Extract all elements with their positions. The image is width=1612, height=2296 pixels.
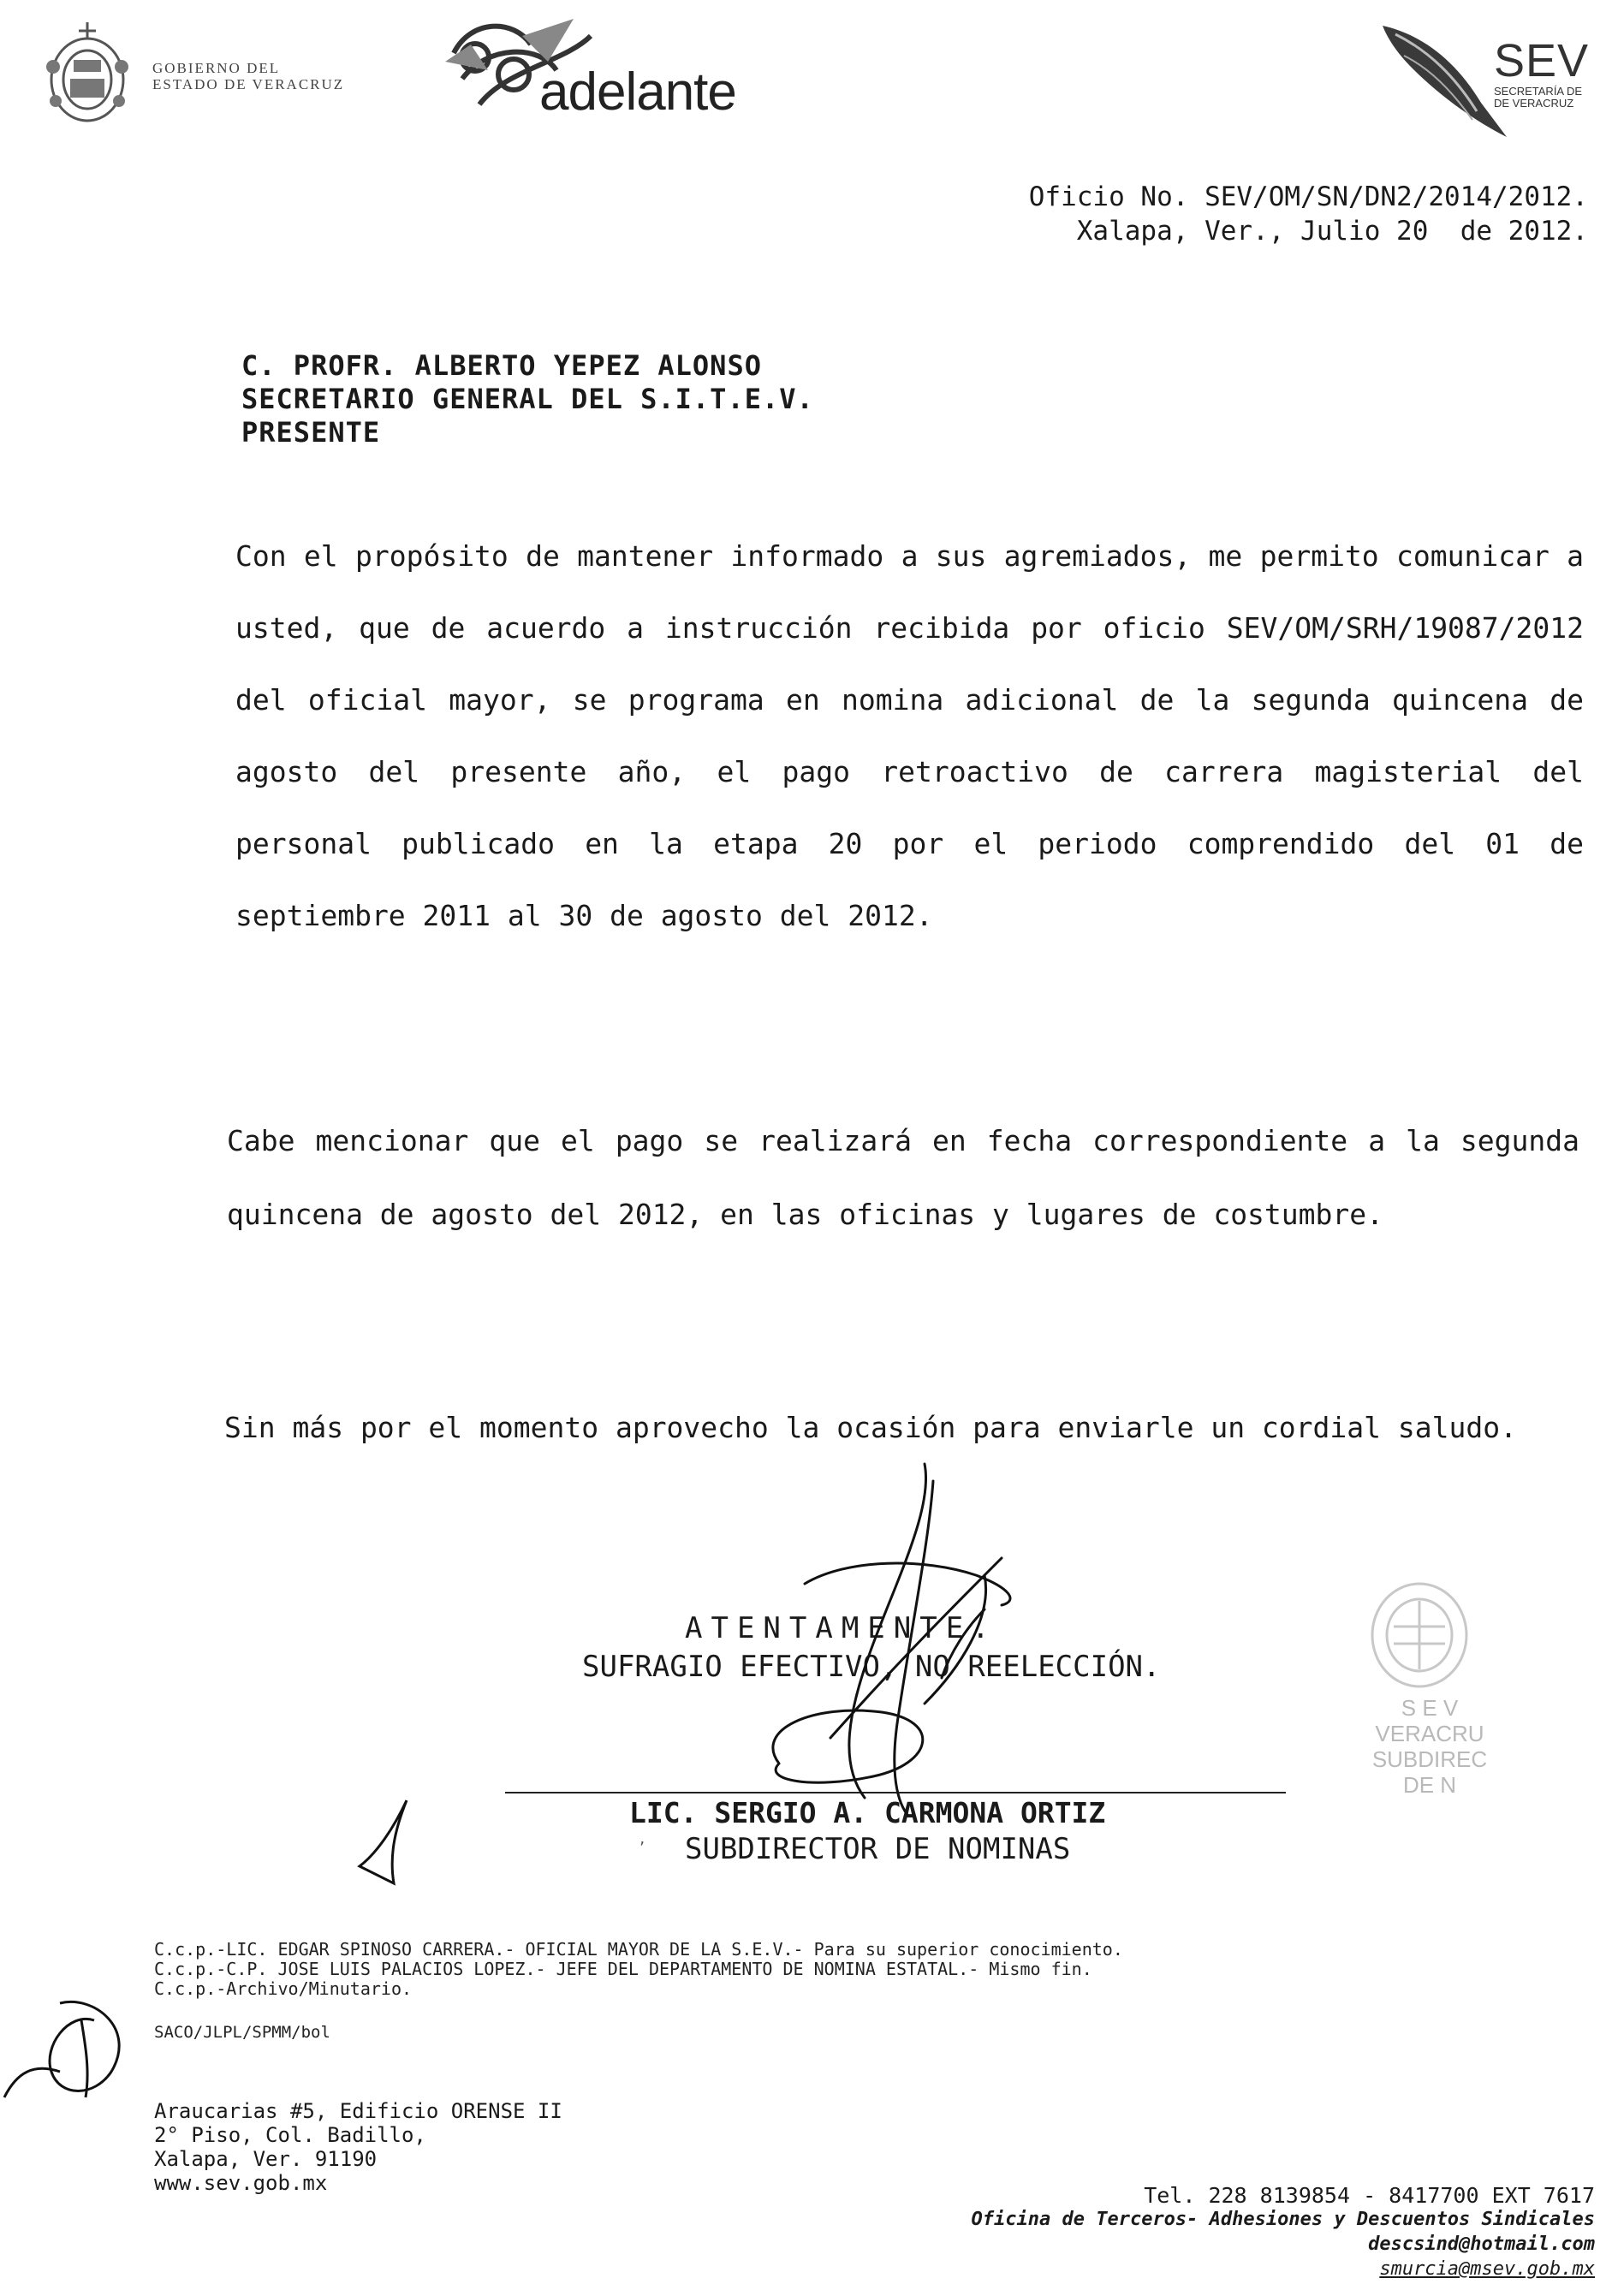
gov-line-2: ESTADO DE VERACRUZ bbox=[152, 76, 345, 92]
stamp-line-1: S E V bbox=[1401, 1695, 1459, 1721]
sev-subtitle-line-1: SECRETARÍA DE bbox=[1494, 85, 1583, 98]
sev-subtitle-line-2: DE VERACRUZ bbox=[1494, 97, 1574, 110]
stamp-line-4: DE N bbox=[1402, 1772, 1457, 1798]
sev-subtitle bbox=[1494, 86, 1582, 110]
address-line-1: Araucarias #5, Edificio ORENSE II bbox=[154, 2099, 562, 2123]
reference-initials: SACO/JLPL/SPMM/bol bbox=[154, 2023, 330, 2042]
signer-title: SUBDIRECTOR DE NOMINAS bbox=[685, 1832, 1071, 1866]
lema: SUFRAGIO EFECTIVO, NO REELECCIÓN. bbox=[582, 1650, 1161, 1684]
cc-line-1: C.c.p.-LIC. EDGAR SPINOSO CARRERA.- OFICIAL MAYOR DE LA S.E.V.- Para su superior conocimiento. bbox=[154, 1939, 1123, 1960]
body-paragraph-3: Sin más por el momento aprovecho la ocasión para enviarle un cordial saludo. bbox=[224, 1411, 1517, 1444]
stamp-line-2: VERACRU bbox=[1375, 1721, 1484, 1746]
cc-line-2: C.c.p.-C.P. JOSE LUIS PALACIOS LOPEZ.- JEFE DEL DEPARTAMENTO DE NOMINA ESTATAL.- Mismo fin. bbox=[154, 1959, 1092, 1979]
cc-line-3: C.c.p.-Archivo/Minutario. bbox=[154, 1978, 413, 1999]
gov-line-1: GOBIERNO DEL bbox=[152, 60, 281, 76]
body-paragraph-2: Cabe mencionar que el pago se realizará en fecha correspondiente a la segunda quincena de agosto del 2012, en las oficinas y lugares de costumbre. bbox=[227, 1124, 1579, 1231]
signer-name: LIC. SERGIO A. CARMONA ORTIZ bbox=[629, 1796, 1106, 1829]
stamp-line-3: SUBDIREC bbox=[1371, 1746, 1488, 1772]
handwritten-signature-icon bbox=[728, 1455, 1130, 1832]
addressee-name: C. PROFR. ALBERTO YEPEZ ALONSO bbox=[241, 349, 762, 382]
office-phone: Tel. 228 8139854 - 8417700 EXT 7617 bbox=[1144, 2183, 1595, 2208]
atentamente: ATENTAMENTE. bbox=[685, 1611, 998, 1645]
website-link[interactable]: www.sev.gob.mx bbox=[154, 2171, 328, 2195]
email-link-2[interactable]: smurcia@msev.gob.mx bbox=[1379, 2258, 1595, 2280]
tiny-mark: ’ bbox=[638, 1839, 646, 1855]
gov-veracruz-text bbox=[152, 60, 344, 92]
address-line-3: Xalapa, Ver. 91190 bbox=[154, 2147, 378, 2171]
handwritten-initial-icon bbox=[342, 1793, 419, 1888]
sev-logo-text: SEV bbox=[1494, 35, 1590, 86]
letter-date: Xalapa, Ver., Julio 20 de 2012. bbox=[1076, 216, 1588, 247]
addressee-title: SECRETARIO GENERAL DEL S.I.T.E.V. bbox=[241, 383, 814, 415]
address-line-2: 2° Piso, Col. Badillo, bbox=[154, 2123, 426, 2147]
oficio-number: Oficio No. SEV/OM/SN/DN2/2014/2012. bbox=[1028, 181, 1588, 212]
adelante-logo-text: adelante bbox=[539, 62, 736, 122]
stamp-text bbox=[1361, 1695, 1498, 1798]
margin-signature-icon bbox=[0, 1986, 154, 2115]
addressee-presente: PRESENTE bbox=[241, 416, 381, 449]
office-name: Oficina de Terceros- Adhesiones y Descuentos Sindicales bbox=[971, 2209, 1595, 2230]
body-paragraph-1: Con el propósito de mantener informado a sus agremiados, me permito comunicar a usted, que de acuerdo a instrucción recibida por oficio SEV/OM/SRH/19087/2012 del oficial mayor, se programa en nomina adicional de la segunda quincena de agosto del presente año, el pago retroactivo de carrera magisterial del personal publicado en la etapa 20 por el periodo comprendido del 01 de septiembre 2011 al 30 de agosto del 2012. bbox=[235, 539, 1584, 932]
veracruz-crest-icon bbox=[34, 15, 141, 127]
email-link-1[interactable]: descsind@hotmail.com bbox=[1368, 2234, 1595, 2255]
